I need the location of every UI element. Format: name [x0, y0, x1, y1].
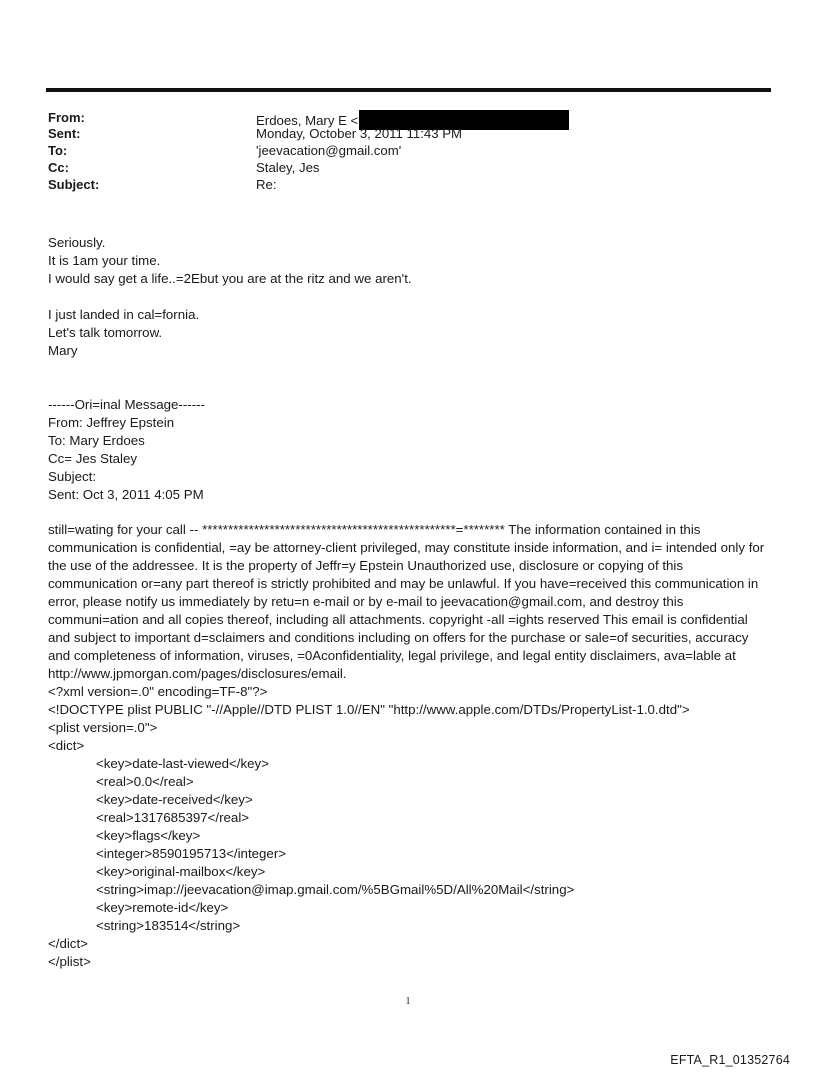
- original-from: From: Jeffrey Epstein: [48, 415, 175, 430]
- body-line: Mary: [48, 343, 78, 358]
- cc-label: Cc:: [48, 160, 69, 175]
- original-divider: ------Ori=inal Message------: [48, 397, 205, 412]
- body-paragraph-1: [48, 234, 773, 288]
- plist-entry: <key>remote-id</key>: [96, 900, 229, 915]
- original-subject: Subject:: [48, 469, 97, 484]
- plist-entry: <integer>8590195713</integer>: [96, 846, 287, 861]
- plist-xml-declaration: <?xml version=.0" encoding=TF-8"?>: [48, 684, 268, 699]
- plist-entry: <real>1317685397</real>: [96, 810, 250, 825]
- plist-close: </plist>: [48, 954, 91, 969]
- dict-close: </dict>: [48, 936, 88, 951]
- to-value: 'jeevacation@gmail.com': [256, 143, 402, 158]
- from-label: From:: [48, 110, 85, 125]
- bates-number: EFTA_R1_01352764: [670, 1053, 790, 1067]
- plist-doctype: <!DOCTYPE plist PUBLIC "-//Apple//DTD PLIST 1.0//EN" "http://www.apple.com/DTDs/PropertyList-1.0.dtd">: [48, 702, 690, 717]
- cc-value: Staley, Jes: [256, 160, 320, 175]
- header-divider-rule: [46, 88, 771, 92]
- disclaimer-text: still=wating for your call -- *************************************************=******** The information contained in this communication is confidential, =ay be attorney-client privileged, may constitute inside information, and i= intended only for the use of the addressee. It is the property of Jeffr=y Epstein Unauthorized use, disclosure or copying of this communication or=any part thereof is strictly prohibited and may be unlawful. If you have=received this communication in error, please notify us immediately by retu=n e-mail or by e-mail to jeevacation@gmail.com, and destroy this communi=ation and all copies thereof, including all attachments. copyright -all =ights reserved This email is confidential and subject to important d=sclaimers and conditions including on offers for the purchase or sale=of securities, accuracy and completeness of information, viruses, =0Aconfidentiality, legal privilege, and legal entity disclaimers, ava=lable at http://www.jpmorgan.com/pages/disclosures/email.: [48, 522, 765, 681]
- subject-label: Subject:: [48, 177, 100, 192]
- to-label: To:: [48, 143, 68, 158]
- from-value: Erdoes, Mary E <: [256, 113, 359, 128]
- body-line: It is 1am your time.: [48, 253, 161, 268]
- original-cc: Cc= Jes Staley: [48, 451, 138, 466]
- body-line: Seriously.: [48, 235, 106, 250]
- plist-open: <plist version=.0">: [48, 720, 158, 735]
- sent-value: Monday, October 3, 2011 11:43 PM: [256, 126, 462, 141]
- plist-entry: <string>imap://jeevacation@imap.gmail.com/%5BGmail%5D/All%20Mail</string>: [96, 882, 575, 897]
- sent-label: Sent:: [48, 126, 81, 141]
- dict-open: <dict>: [48, 738, 85, 753]
- plist-entry: <key>date-received</key>: [96, 792, 253, 807]
- plist-entry: <key>flags</key>: [96, 828, 201, 843]
- page-number: 1: [405, 996, 411, 1007]
- plist-entry: <key>date-last-viewed</key>: [96, 756, 269, 771]
- plist-entry: <string>183514</string>: [96, 918, 241, 933]
- original-to: To: Mary Erdoes: [48, 433, 145, 448]
- original-message-header: [48, 396, 773, 504]
- body-line: Let's talk tomorrow.: [48, 325, 163, 340]
- body-line: I would say get a life..=2Ebut you are at the ritz and we aren't.: [48, 271, 412, 286]
- disclaimer-and-plist: [48, 521, 773, 971]
- plist-entry: <key>original-mailbox</key>: [96, 864, 266, 879]
- body-line: I just landed in cal=fornia.: [48, 307, 200, 322]
- subject-value: Re:: [256, 177, 277, 192]
- plist-entry: <real>0.0</real>: [96, 774, 194, 789]
- body-paragraph-2: [48, 306, 773, 360]
- original-sent: Sent: Oct 3, 2011 4:05 PM: [48, 487, 204, 502]
